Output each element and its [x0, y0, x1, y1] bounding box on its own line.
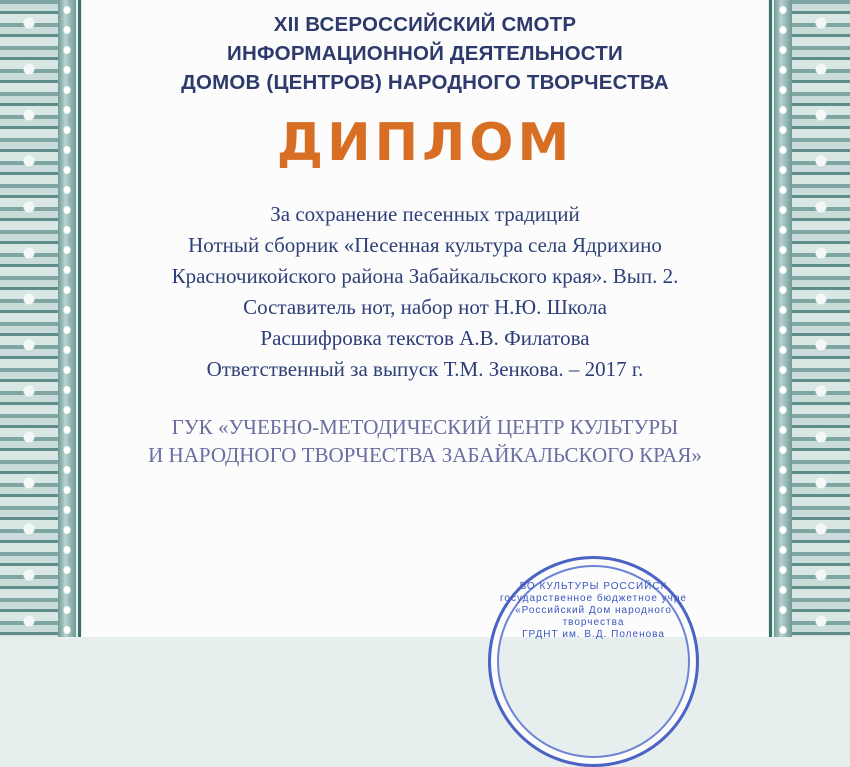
- award-line: Нотный сборник «Песенная культура села Ядрихино: [188, 233, 662, 257]
- ornamental-strip-right: [774, 0, 792, 637]
- seal-text-line: ГРДНТ им. В.Д. Поленова: [522, 629, 665, 640]
- award-line: Составитель нот, набор нот Н.Ю. Школа: [243, 295, 607, 319]
- award-line: За сохранение песенных традиций: [270, 202, 580, 226]
- seal-text-line: ВО КУЛЬТУРЫ РОССИЙСК: [519, 581, 668, 592]
- official-seal: [488, 556, 699, 767]
- event-header-line: ИНФОРМАЦИОННОЙ ДЕЯТЕЛЬНОСТИ: [227, 42, 623, 65]
- award-line: Ответственный за выпуск Т.М. Зенкова. – 2017 г.: [206, 357, 644, 381]
- recipient-organization: [82, 413, 768, 469]
- border-rule-left: [78, 0, 81, 637]
- award-line: Красночикойского района Забайкальского края». Вып. 2.: [171, 264, 679, 288]
- seal-text: [491, 581, 696, 641]
- ornamental-strip-left: [58, 0, 76, 637]
- ornamental-border-left: [0, 0, 58, 637]
- award-description: [82, 199, 768, 385]
- ornamental-border-right: [792, 0, 850, 637]
- event-header: [82, 10, 768, 97]
- event-header-line: ДОМОВ (ЦЕНТРОВ) НАРОДНОГО ТВОРЧЕСТВА: [181, 71, 669, 94]
- recipient-line: И НАРОДНОГО ТВОРЧЕСТВА ЗАБАЙКАЛЬСКОГО КРАЯ»: [148, 443, 702, 467]
- seal-text-line: «Российский Дом народного творчества: [515, 605, 672, 628]
- diploma-content: [82, 0, 768, 637]
- event-header-line: XII ВСЕРОССИЙСКИЙ СМОТР: [273, 13, 577, 36]
- border-rule-right: [769, 0, 772, 637]
- diploma-title: ДИПЛОМ: [276, 113, 574, 173]
- award-line: Расшифровка текстов А.В. Филатова: [260, 326, 590, 350]
- recipient-line: ГУК «УЧЕБНО-МЕТОДИЧЕСКИЙ ЦЕНТР КУЛЬТУРЫ: [171, 415, 679, 439]
- seal-text-line: государственное бюджетное учре: [499, 593, 687, 604]
